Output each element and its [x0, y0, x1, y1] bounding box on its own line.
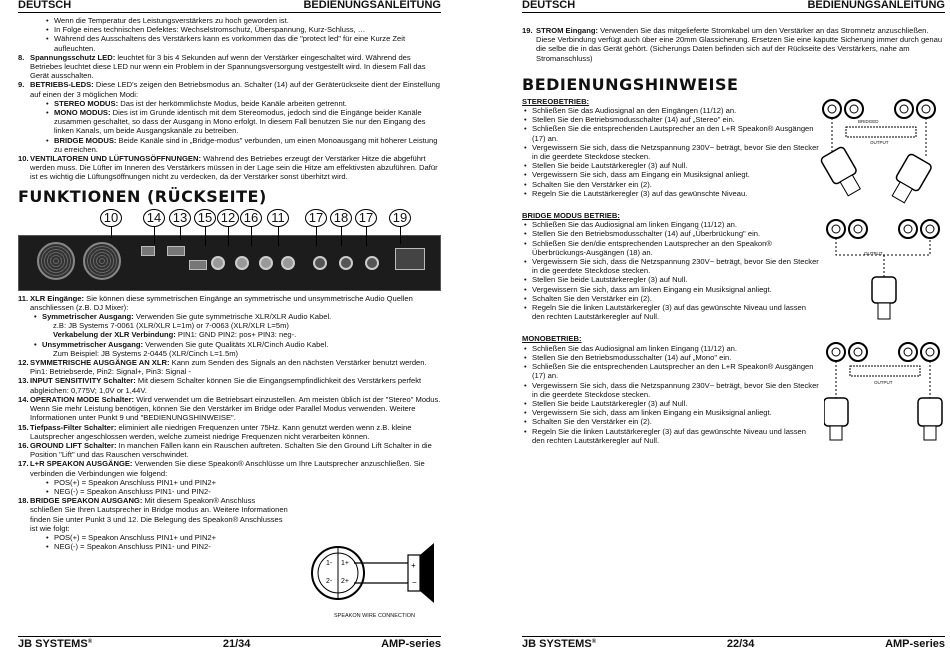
callout-11: 11 — [267, 209, 289, 227]
header-title: BEDIENUNGSANLEITUNG — [807, 0, 945, 11]
brand-reg: ® — [87, 639, 93, 645]
list-item: • Stellen Sie beide Lautstärkeregler (3) auf Null. — [532, 275, 820, 284]
stereo-wiring-icon — [818, 97, 945, 209]
item-13 — [18, 376, 441, 394]
sub-item — [18, 340, 441, 349]
page-body — [18, 16, 441, 551]
page-footer — [18, 636, 441, 650]
fan-icon — [83, 242, 121, 280]
speakon-diagram-icon — [310, 533, 438, 625]
item-16 — [18, 441, 441, 459]
sub-line: Zum Beispiel: JB Systems 2-0445 (XLR/Cinch L=1.5m) — [53, 348, 239, 358]
item-9 — [18, 80, 441, 98]
mono-section — [522, 334, 945, 444]
list-item: • Schließen Sie die entsprechenden Lautsprecher an den L+R Speakon® Ausgängen (17) an. — [532, 362, 820, 380]
sub-text: Verwenden Sie gute symmetrische XLR/XLR Audio Kabel. — [133, 312, 332, 322]
list-item: • Stellen Sie beide Lautstärkeregler (3) auf Null. — [532, 399, 820, 408]
svg-text:−: − — [412, 578, 417, 587]
item-title: XLR Eingänge: — [30, 293, 85, 303]
list-item: • Schalten Sie den Verstärker ein (2). — [532, 180, 820, 189]
mode-mono — [54, 108, 441, 136]
page-22 — [522, 0, 945, 654]
brand-reg: ® — [591, 639, 597, 645]
page-21 — [18, 0, 441, 654]
item-10 — [18, 154, 441, 182]
item-title: GROUND LIFT Schalter: — [30, 440, 117, 450]
pin-label: 1- — [326, 560, 333, 567]
item-number: 11. — [18, 293, 29, 303]
output-label: OUTPUT — [874, 380, 893, 386]
callout-16: 16 — [240, 209, 262, 227]
callout-15: 15 — [194, 209, 216, 227]
item-title: BETRIEBS-LEDS: — [30, 80, 94, 90]
item-8 — [18, 53, 441, 81]
mode-text: Das ist der herkömmlichste Modus, beide Kanäle arbeiten getrennt. — [118, 98, 347, 108]
stereo-title: STEREOBETRIEB: — [522, 96, 590, 106]
page-header — [522, 0, 945, 13]
switch-icon — [189, 260, 207, 270]
bridge-steps — [522, 220, 820, 321]
speakon-caption: SPEAKON WIRE CONNECTION — [334, 613, 415, 619]
stereo-steps — [522, 106, 820, 198]
protect-bullets — [18, 16, 441, 53]
pin-label: 2+ — [341, 578, 349, 585]
xlr-output-icon — [235, 256, 249, 270]
item-text: Mit diesem Schalter können Sie die Eingangsempfindlichkeit des Verstärkers perfekt abgleichen: 0,775V; 1,0V or 1,44V. — [30, 376, 422, 395]
mode-text: Beide Kanäle sind in „Bridge-modus" verbunden, um einen Monoausgang mit höherer Leistung zu erreichen. — [54, 135, 438, 154]
mono-title: MONOBETRIEB: — [522, 334, 582, 344]
callout-19: 19 — [389, 209, 411, 227]
bridged-label: BRIDGED — [858, 118, 879, 124]
list-item: • Vergewissern Sie sich, dass am Eingang ein Musiksignal anliegt. — [532, 170, 820, 179]
item-text: Sie können diese symmetrischen Eingänge an symmetrische und unsymmetrische Audio Quellen anschliessen (z.B. DJ Mixer): — [30, 293, 413, 312]
item-17-bullets — [18, 478, 288, 496]
rear-panel-figure — [18, 208, 441, 294]
list-item: • In Folge eines technischen Defektes: Wechselstromschutz, Überspannung, Kurz-Schluss, … — [54, 25, 441, 34]
item-number: 9. — [18, 80, 25, 90]
item-text: Mit diesem Speakon® Anschluss schließen Sie Ihren Lautsprecher in Bridge modus an. Weitere Informationen finden Sie unter Punkt 3 und 12. Die Belegung des Speakon® Anschlusses ist wie folgt: — [30, 496, 288, 533]
xlr-output-icon — [211, 256, 225, 270]
mono-steps — [522, 344, 820, 445]
list-item: • Regeln Sie die linken Lautstärkeregler (3) auf das gewünschte Niveau und lassen den rechten Lautstärkeregler auf Null. — [532, 427, 820, 445]
xlr-input-icon — [281, 256, 295, 270]
item-11 — [18, 294, 441, 312]
bridge-title: BRIDGE MODUS BETRIEB: — [522, 211, 620, 221]
item-18 — [18, 496, 288, 533]
mode-stereo — [54, 99, 441, 108]
page-footer — [522, 636, 945, 650]
list-item: • Stellen Sie den Betriebsmodusschalter (14) auf „Mono" ein. — [532, 353, 820, 362]
mode-title: BRIDGE MODUS: — [54, 135, 117, 145]
list-item: • Stellen Sie beide Lautstärkeregler (3) auf Null. — [532, 161, 820, 170]
list-item: • Vergewissern Sie sich, dass die Netzspannung 230V~ beträgt, bevor Sie den Stecker in die geerdete Steckdose stecken. — [532, 381, 820, 399]
mode-text: Dies ist im Grunde identisch mit dem Stereomodus, jedoch sind die Eingänge beider Kanäle zusammen geschaltet, so dass der Ausgang in Mono erfolgt. In diesem Fall benutzen Sie nur den Eingang des linken Kanals, um beide Ausgangskanäle zu betreiben. — [54, 108, 426, 136]
bridge-wiring-icon — [824, 215, 945, 325]
speakon-wiring-figure — [310, 533, 438, 625]
list-item: • POS(+) = Speakon Anschluss PIN1+ und PIN2+ — [54, 478, 288, 487]
item-title: Tiefpass-Filter Schalter: — [30, 422, 117, 432]
list-item: • Regeln Sie die linken Lautstärkeregler (3) auf das gewünschte Niveau und lassen den rechten Lautstärkeregler auf Null. — [532, 303, 820, 321]
switch-icon — [167, 246, 185, 256]
callout-17: 17 — [355, 209, 377, 227]
power-inlet-icon — [395, 248, 425, 270]
list-item: • Vergewissern Sie sich, dass am linken Eingang ein Musiksignal anliegt. — [532, 408, 820, 417]
footer-page-number: 21/34 — [222, 638, 251, 650]
page-header — [18, 0, 441, 13]
stereo-diagram — [818, 97, 945, 209]
item-number: 18. — [18, 496, 29, 506]
item-title: BRIDGE SPEAKON AUSGANG: — [30, 496, 143, 506]
list-item: • Schließen Sie das Audiosignal am linken Eingang (11/12) an. — [532, 344, 820, 353]
item-14 — [18, 395, 441, 423]
pin-label: 1+ — [341, 560, 349, 567]
brand-name: JB SYSTEMS — [522, 638, 592, 650]
list-item: • POS(+) = Speakon Anschluss PIN1+ und PIN2+ — [54, 533, 288, 542]
item-text: Kann zum Senden des Signals an den nächsten Verstärker benutzt werden. Pin1: Betriebserde, Pin2: Signal+, Pin3: Signal - — [30, 358, 427, 377]
output-label: OUTPUT — [864, 251, 883, 257]
list-item: • Schließen Sie das Audiosignal an den Eingängen (11/12) an. — [532, 106, 820, 115]
item-title: VENTILATOREN UND LÜFTUNGSÖFFNUNGEN: — [30, 154, 201, 164]
speakon-icon — [365, 256, 379, 270]
item-text: eliminiert alle niedrigen Frequenzen unter 75Hz. Kann genutzt werden wenn z.B. kleine Lautsprecher angeschlossen werden, welche zumeist niedrige Frequenzen nicht verarbeiten können. — [30, 422, 412, 441]
item-number: 14. — [18, 394, 29, 404]
list-item: • Während des Ausschaltens des Verstärkers kann es vorkommen das die "protect led" für eine Kurze Zeit aufleuchten. — [54, 34, 441, 52]
brand-name: JB SYSTEMS — [18, 638, 88, 650]
item-18-bullets — [18, 533, 288, 551]
sub-text: Verwenden Sie gute Qualitäts XLR/Cinch Audio Kabel. — [143, 339, 329, 349]
footer-series: AMP-series — [885, 638, 945, 650]
item-number: 13. — [18, 376, 29, 386]
mode-list — [18, 99, 441, 154]
pin-label: 2- — [326, 578, 333, 585]
bridge-section — [522, 211, 945, 321]
list-item: • Wenn die Temperatur des Leistungsverstärkers zu hoch geworden ist. — [54, 16, 441, 25]
footer-brand — [18, 639, 92, 650]
list-item: • Stellen Sie den Betriebsmodusschalter (14) auf „Überbrückung" ein. — [532, 229, 820, 238]
callout-10: 10 — [100, 209, 122, 227]
item-text: In manchen Fällen kann ein Rauschen auftreten. Schalten Sie den Ground Lift Schalter in die Position "Lift" und das Rauschen verschwindet. — [30, 440, 432, 460]
sub-item — [18, 312, 441, 321]
item-15 — [18, 423, 441, 441]
header-language: DEUTSCH — [18, 0, 72, 11]
item-19 — [522, 26, 945, 63]
item-17 — [18, 459, 441, 477]
item-text: Wird verwendet um die Betriebsart einzustellen. Am meisten üblich ist der "Stereo" Modus. Wenn Sie mehr Leistung benötigen, können Sie den Verstärker im Bridge oder Parallel Modus verwenden. Weitere Informationen unter Punkt 9 und "BEDIENUNGSHINWEISE". — [30, 394, 441, 423]
output-label: OUTPUT — [870, 139, 889, 145]
list-item: • Vergewissern Sie sich, dass die Netzspannung 230V~ beträgt, bevor Sie den Stecker in die geerdete Steckdose stecken. — [532, 143, 820, 161]
sub-title: Verkabelung der XLR Verbindung: — [53, 330, 176, 340]
list-item: • Vergewissern Sie sich, dass die Netzspannung 230V~ beträgt, bevor Sie den Stecker in die geerdete Steckdose stecken. — [532, 257, 820, 275]
item-text: Verwenden Sie das mitgelieferte Stromkabel um den Verstärker an das Stromnetz anzuschließen. Diese Verbindung verfügt auch über eine 20mm Glassicherung. Ersetzen Sie eine kaputte Sicherung immer durch genau die selbe die in das Gerät gehört. (Sicherungs Daten befinden sich auf der Rückseite des Verstärkers, nahe am Stromanschluss) — [536, 26, 943, 63]
sub-line: z.B: JB Systems 7-0061 (XLR/XLR L=1m) or 7-0063 (XLR/XLR L=5m) — [53, 321, 289, 331]
item-number: 8. — [18, 52, 25, 62]
mono-diagram — [824, 338, 945, 448]
mono-wiring-icon — [824, 338, 945, 448]
callout-17: 17 — [305, 209, 327, 227]
list-item: • NEG(-) = Speakon Anschluss PIN1- und PIN2- — [54, 542, 288, 551]
callout-14: 14 — [143, 209, 165, 227]
item-title: STROM Eingang: — [536, 26, 599, 35]
svg-text:+: + — [411, 561, 416, 570]
stereo-section — [522, 97, 945, 198]
item-title: SYMMETRISCHE AUSGÄNGE AN XLR: — [30, 358, 170, 368]
mode-title: STEREO MODUS: — [54, 98, 119, 108]
callout-18: 18 — [330, 209, 352, 227]
item-title: OPERATION MODE Schalter: — [30, 394, 135, 404]
sub-line — [18, 330, 441, 339]
item-number: 16. — [18, 440, 29, 450]
bridge-diagram — [824, 215, 945, 325]
item-number: 12. — [18, 358, 29, 368]
item-text: Verwenden Sie diese Speakon® Anschlüsse um Ihre Lautsprecher anzuschließen. Sie verbinden die Verbindungen wie folgend: — [30, 459, 425, 478]
item-text: Diese LED's zeigen den Betriebsmodus an. Schalter (14) auf der Geräterückseite dient der Einstellung auf einen der 3 möglichen Modi: — [30, 80, 441, 99]
list-item: • Vergewissern Sie sich, dass am linken Eingang ein Musiksignal anliegt. — [532, 285, 820, 294]
speakon-icon — [313, 256, 327, 270]
speakon-icon — [339, 256, 353, 270]
footer-series: AMP-series — [381, 638, 441, 650]
section-title-rear: FUNKTIONEN (RÜCKSEITE) — [18, 186, 267, 206]
footer-page-number: 22/34 — [726, 638, 755, 650]
item-title: L+R SPEAKON AUSGÄNGE: — [30, 459, 133, 469]
section-title-usage: BEDIENUNGSHINWEISE — [522, 74, 739, 94]
sub-title: Unsymmetrischer Ausgang: — [42, 339, 143, 349]
xlr-input-icon — [259, 256, 273, 270]
footer-brand — [522, 639, 596, 650]
callout-12: 12 — [217, 209, 239, 227]
list-item: • Schalten Sie den Verstärker ein (2). — [532, 294, 820, 303]
item-title: Spannungsschutz LED: — [30, 52, 116, 62]
item-number: 15. — [18, 422, 29, 432]
mode-bridge — [54, 136, 441, 154]
header-title: BEDIENUNGSANLEITUNG — [303, 0, 441, 11]
sub-text: PIN1: GND PIN2: pos+ PIN3: neg-. — [175, 330, 297, 340]
fan-icon — [37, 242, 75, 280]
page-body — [522, 26, 945, 445]
item-number: 17. — [18, 459, 29, 469]
list-item: • NEG(-) = Speakon Anschluss PIN1- und PIN2- — [54, 487, 288, 496]
callout-13: 13 — [169, 209, 191, 227]
rear-panel-image — [18, 235, 441, 291]
item-number: 10. — [18, 154, 29, 164]
header-language: DEUTSCH — [522, 0, 576, 11]
item-text: leuchtet für 3 bis 4 Sekunden auf wenn der Verstärker eingeschaltet wird. Während des Betriebes leuchtet diese LED nur wenn ein Problem in der Spannungsversorgung vestgestellt wird. In diesem Fall das Gerät ausschalten. — [30, 52, 426, 81]
item-12 — [18, 358, 441, 376]
list-item: • Schließen Sie das Audiosignal am linken Eingang (11/12) an. — [532, 220, 820, 229]
mode-title: MONO MODUS: — [54, 108, 111, 118]
list-item: • Schließen Sie den/die entsprechenden Lautsprecher an den Speakon® Überbrückungs-Ausgängen (18) an. — [532, 239, 820, 257]
item-number: 19. — [522, 26, 533, 35]
list-item: • Schalten Sie den Verstärker ein (2). — [532, 417, 820, 426]
sub-title: Symmetrischer Ausgang: — [42, 312, 134, 322]
list-item: • Schließen Sie die entsprechenden Lautsprecher an den L+R Speakon® Ausgängen (17) an. — [532, 124, 820, 142]
item-title: INPUT SENSITIVITY Schalter: — [30, 376, 136, 386]
list-item: • Regeln Sie die Lautstärkeregler (3) auf das gewünschte Niveau. — [532, 189, 820, 198]
list-item: • Stellen Sie den Betriebsmodusschalter (14) auf „Stereo" ein. — [532, 115, 820, 124]
item-text: Während des Betriebes erzeugt der Verstärker Hitze die abgeführt werden muss. Die Lüfter im Inneren des Verstärkers müssen in der Lage sein die Hitze am effektivsten abzuführen. Dafür ist es wichtig die Lüftungsöffnungen nicht zu verdecken, da der Verstärker sonst überhitzt wird. — [30, 154, 438, 182]
switch-icon — [141, 246, 155, 256]
